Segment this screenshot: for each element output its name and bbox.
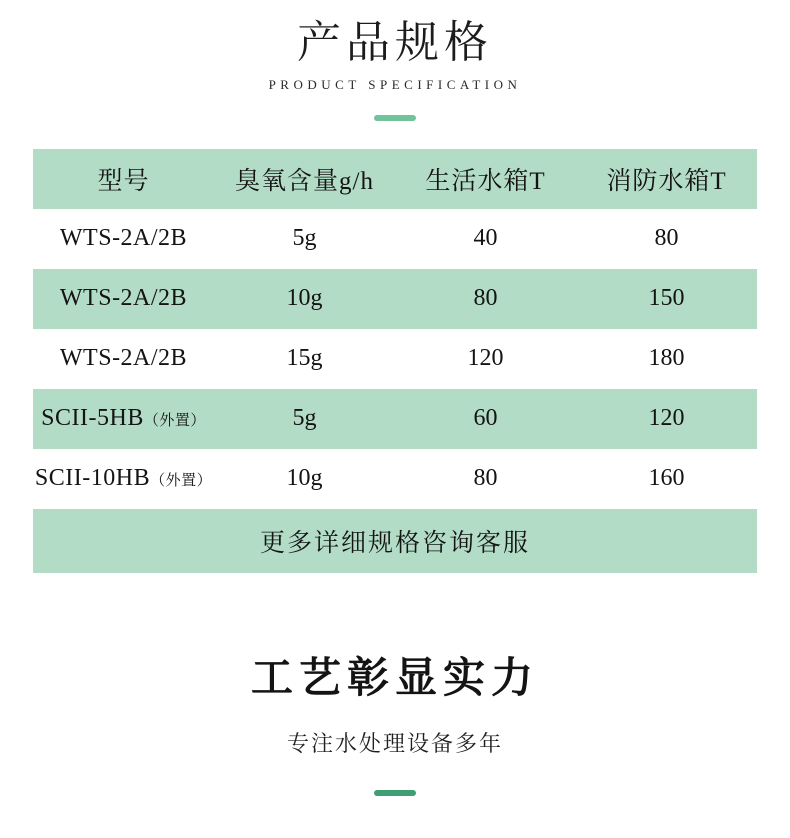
footer-note: 更多详细规格咨询客服 [33, 509, 757, 573]
cell-model [33, 449, 214, 509]
table-row [33, 269, 757, 329]
column-header-fire-tank: 消防水箱T [576, 149, 757, 209]
model-text: WTS-2A/2B [59, 285, 188, 312]
cell-ozone: 5g [214, 389, 395, 449]
cell-domestic: 60 [395, 389, 576, 449]
divider-dash-bottom [374, 790, 416, 796]
page-subtitle-en: PRODUCT SPECIFICATION [268, 76, 522, 92]
cell-domestic: 80 [395, 269, 576, 329]
cell-ozone: 15g [286, 345, 323, 372]
section-header [0, 0, 790, 121]
cell-fire: 150 [576, 269, 757, 329]
column-header-model: 型号 [33, 149, 214, 209]
cell-ozone: 10g [214, 269, 395, 329]
cell-domestic: 120 [467, 345, 504, 372]
model-text: WTS-2A/2B [59, 225, 188, 252]
table-row [33, 209, 757, 269]
page-title: 产品规格 [297, 18, 493, 67]
model-text: SCII-5HB [41, 405, 144, 432]
bottom-section [0, 645, 790, 796]
cell-fire: 80 [654, 225, 679, 252]
table-row [33, 449, 757, 509]
model-suffix: （外置） [150, 473, 213, 490]
bottom-subtitle: 专注水处理设备多年 [286, 730, 503, 756]
column-header-ozone: 臭氧含量g/h [214, 149, 395, 209]
model-suffix: （外置） [143, 413, 206, 430]
cell-ozone: 5g [292, 225, 317, 252]
spec-table-container [33, 149, 757, 573]
table-row [33, 329, 757, 389]
model-text: WTS-2A/2B [59, 345, 188, 372]
cell-fire: 160 [648, 465, 685, 492]
model-text: SCII-10HB [34, 465, 151, 492]
cell-fire: 120 [576, 389, 757, 449]
divider-dash-top [374, 115, 416, 121]
table-row [33, 389, 757, 449]
cell-model [33, 389, 214, 449]
cell-domestic: 40 [473, 225, 498, 252]
cell-ozone: 10g [286, 465, 323, 492]
cell-model [33, 329, 214, 389]
table-footer-row [33, 509, 757, 573]
bottom-title: 工艺彰显实力 [250, 655, 539, 702]
cell-domestic: 80 [473, 465, 498, 492]
table-header-row [33, 149, 757, 209]
spec-table [33, 149, 757, 573]
cell-model [33, 269, 214, 329]
column-header-domestic-tank: 生活水箱T [395, 149, 576, 209]
cell-fire: 180 [648, 345, 685, 372]
cell-model [33, 209, 214, 269]
